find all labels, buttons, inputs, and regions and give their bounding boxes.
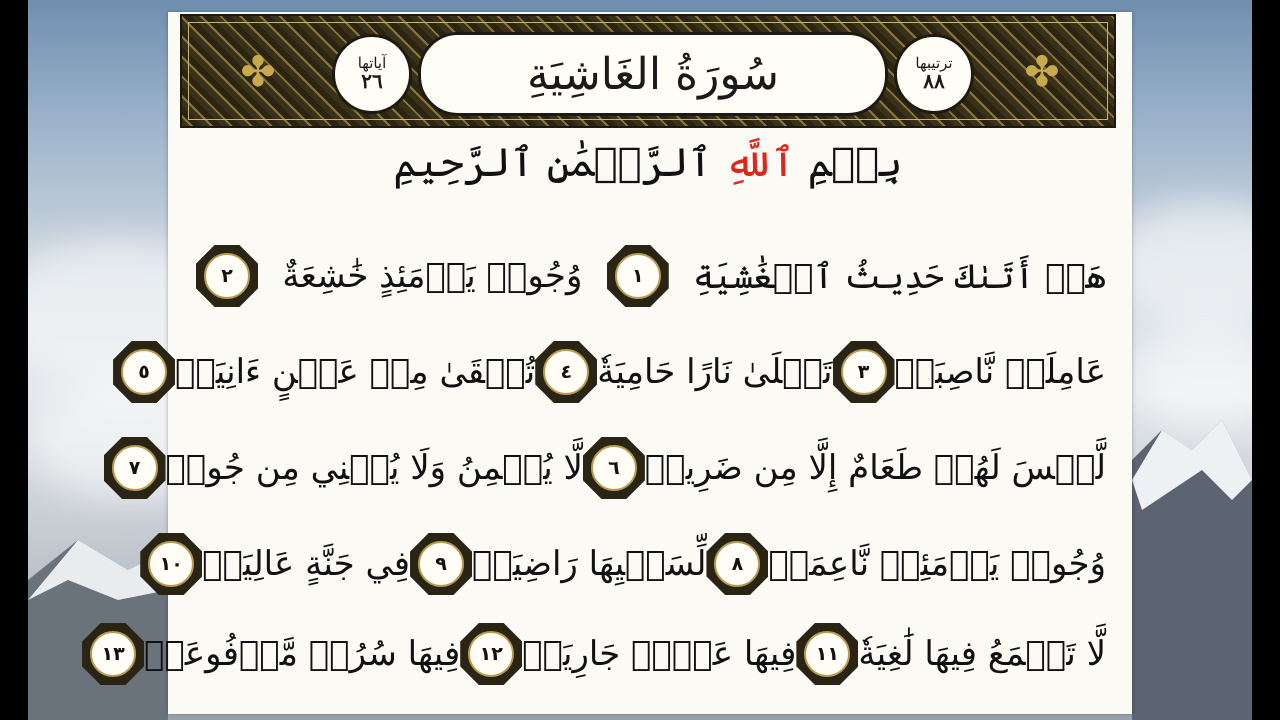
verse-line [159, 522, 1106, 606]
right-mountain-icon [1132, 420, 1252, 720]
verse-text: لَّا يُسۡمِنُ وَلَا يُغۡنِي مِن جُوعٖ [165, 448, 583, 488]
ayah-number-marker [410, 533, 472, 595]
ayah-number: ٨ [731, 553, 744, 575]
ayah-number: ٣ [857, 361, 870, 383]
verse-text: لَّيۡسَ لَهُمۡ طَعَامٌ إِلَّا مِن ضَرِيعٖ [644, 448, 1106, 488]
quran-page [101, 12, 1132, 714]
ayah-number: ١ [631, 265, 644, 287]
ayah-number-marker [796, 623, 858, 685]
surah-header-frame [180, 14, 1116, 128]
ayah-number: ١٢ [479, 643, 503, 665]
verses-number: ٢٦ [361, 69, 383, 94]
ayah-number: ١٠ [159, 553, 183, 575]
basmala-part-1: بِسۡمِ [807, 140, 903, 186]
ayah-number-marker [113, 341, 175, 403]
verse-text: فِيهَا سُرُرٞ مَّرۡفُوعَةٞ [144, 634, 461, 674]
verse-text: وُجُوهٞ يَوۡمَئِذٖ نَّاعِمَةٞ [768, 544, 1106, 584]
verse-text: لِّسَعۡيِهَا رَاضِيَةٞ [472, 544, 707, 584]
basmala-part-2: ٱلرَّحۡمَٰنِ ٱلرَّحِيمِ [393, 140, 712, 186]
ayah-number-marker [833, 341, 895, 403]
verse-text: هَلۡ أَتَىٰكَ حَدِيثُ ٱلۡغَٰشِيَةِ [693, 256, 1106, 297]
surah-order-medallion [894, 34, 974, 114]
verse-line [101, 612, 1106, 696]
surah-title: سُورَةُ الغَاشِيَةِ [527, 48, 779, 100]
ayah-number-marker [460, 623, 522, 685]
left-arabesque-ornament-icon: ✤ [240, 46, 276, 96]
verse-text: وُجُوهٞ يَوۡمَئِذٍ خَٰشِعَةٌ [282, 256, 583, 296]
ayah-number-marker [104, 437, 166, 499]
verse-text: تُسۡقَىٰ مِنۡ عَيۡنٍ ءَانِيَةٖ [175, 352, 536, 392]
right-arabesque-ornament-icon: ✤ [1024, 46, 1060, 96]
ayah-number-marker [140, 533, 202, 595]
ayah-number: ٤ [560, 361, 573, 383]
ayah-number: ٩ [435, 553, 447, 575]
order-number: ٨٨ [923, 69, 945, 94]
verse-text: فِيهَا عَيۡنٞ جَارِيَةٞ [522, 634, 797, 674]
verses-label: آياتها [357, 53, 387, 72]
verse-text: لَّا تَسۡمَعُ فِيهَا لَٰغِيَةٗ [858, 634, 1106, 674]
ayah-number-marker [82, 623, 144, 685]
verse-text: فِي جَنَّةٍ عَالِيَةٖ [202, 544, 411, 584]
ayah-number: ٢ [221, 265, 233, 287]
ayah-number-marker [535, 341, 597, 403]
ayah-number-marker [196, 245, 258, 307]
ayah-number: ٧ [128, 457, 141, 479]
ayah-number-marker [607, 245, 669, 307]
order-label: ترتيبها [915, 53, 953, 72]
ayah-number-marker [583, 437, 645, 499]
ayah-number: ١٣ [101, 643, 125, 665]
ayah-number: ٦ [608, 457, 620, 479]
surah-title-cartouche [418, 32, 888, 116]
verse-text: تَصۡلَىٰ نَارًا حَامِيَةٗ [597, 352, 833, 392]
basmala [388, 140, 908, 210]
basmala-allah: ٱللَّهِ [724, 140, 795, 186]
ayah-number: ١١ [815, 643, 839, 665]
verse-line [196, 234, 1106, 318]
verses-count-medallion [332, 34, 412, 114]
ayah-number: ٥ [138, 361, 150, 383]
verse-line [138, 330, 1106, 414]
verse-line [128, 426, 1106, 510]
ayah-number-marker [706, 533, 768, 595]
verse-text: عَامِلَةٞ نَّاصِبَةٞ [894, 352, 1106, 392]
